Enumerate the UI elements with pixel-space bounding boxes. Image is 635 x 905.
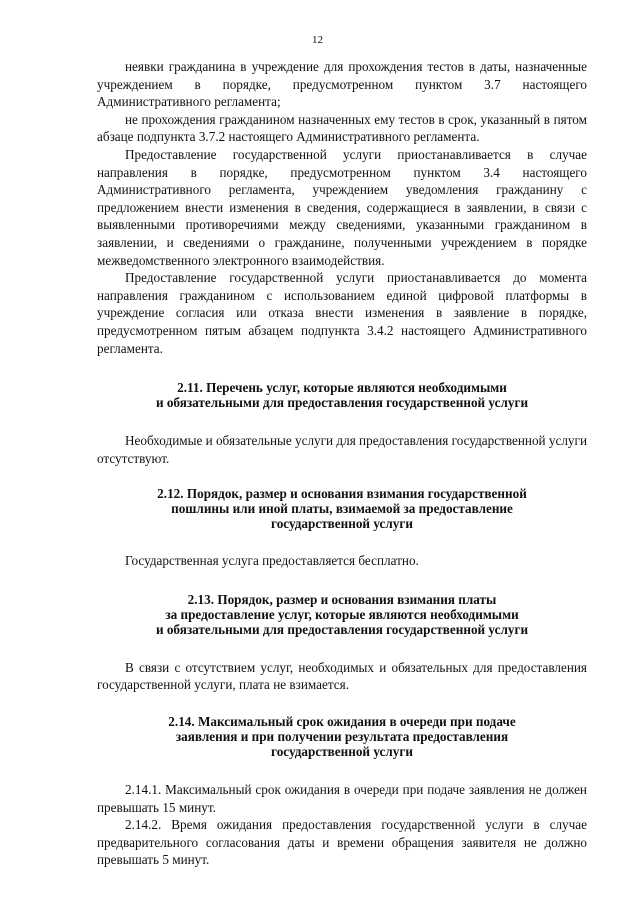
heading-2-11-line-2: и обязательными для предоставления государственной услуги xyxy=(155,395,529,411)
heading-2-14-line-3: государственной услуги xyxy=(271,744,413,760)
paragraph-suspension-notice: Предоставление государственной услуги приостанавливается в случае направления в порядке, предусмотренном пунктом 3.4 настоящего Административного регламента, учреждением уведомления гражданину с предложением внести изменения в сведения, содержащиеся в заявлении, в связи с выявленными противоречиями между сведениями, указанными гражданином в заявлении, и сведениями о гражданине, полученными учреждением в порядке межведомственного электронного взаимодействия. xyxy=(97,146,587,268)
paragraph-tests-not-passed: не прохождения гражданином назначенных ему тестов в срок, указанный в пятом абзаце подпункта 3.7.2 настоящего Административного регламента. xyxy=(97,111,587,145)
document-body xyxy=(97,58,587,869)
paragraph-suspension-until: Предоставление государственной услуги приостанавливается до момента направления гражданином с использованием единой цифровой платформы в учреждение согласия или отказа внести изменения в заявление в порядке, предусмотренном пятым абзацем подпункта 3.4.2 настоящего Административного регламента. xyxy=(97,270,587,356)
heading-2-14-line-1: 2.14. Максимальный срок ожидания в очереди при подаче xyxy=(168,714,516,730)
heading-2-14-line-2: заявления и при получении результата предоставления xyxy=(175,729,509,745)
section-2-14-2-body: 2.14.2. Время ожидания предоставления государственной услуги в случае предварительного согласования даты и времени обращения заявителя не должно превышать 5 минут. xyxy=(97,817,587,868)
paragraph-no-show: неявки гражданина в учреждение для прохождения тестов в даты, назначенные учреждением в порядке, предусмотренном пунктом 3.7 настоящего Административного регламента; xyxy=(97,59,587,110)
heading-2-14 xyxy=(97,714,587,759)
heading-2-12-line-2: пошлины или иной платы, взимаемой за предоставление xyxy=(171,501,513,517)
section-2-13-body: В связи с отсутствием услуг, необходимых и обязательных для предоставления государственной услуги, плата не взимается. xyxy=(97,659,587,693)
heading-2-11-line-1: 2.11. Перечень услуг, которые являются необходимыми xyxy=(177,380,507,396)
section-2-12-body: Государственная услуга предоставляется бесплатно. xyxy=(125,553,419,569)
heading-2-13-line-3: и обязательными для предоставления государственной услуги xyxy=(155,621,529,637)
heading-2-13 xyxy=(97,592,587,637)
heading-2-13-line-1: 2.13. Порядок, размер и основания взимания платы xyxy=(187,591,497,607)
section-2-14-1-body: 2.14.1. Максимальный срок ожидания в очереди при подаче заявления не должен превышать 15 минут. xyxy=(97,782,587,815)
page-number: 12 xyxy=(312,34,323,46)
heading-2-13-line-2: за предоставление услуг, которые являются необходимыми xyxy=(165,606,519,622)
heading-2-12 xyxy=(97,486,587,531)
heading-2-11 xyxy=(97,380,587,410)
heading-2-12-line-1: 2.12. Порядок, размер и основания взимания государственной xyxy=(157,486,527,502)
section-2-11-body: Необходимые и обязательные услуги для предоставления государственной услуги отсутствуют. xyxy=(97,433,587,466)
heading-2-12-line-3: государственной услуги xyxy=(271,516,413,532)
